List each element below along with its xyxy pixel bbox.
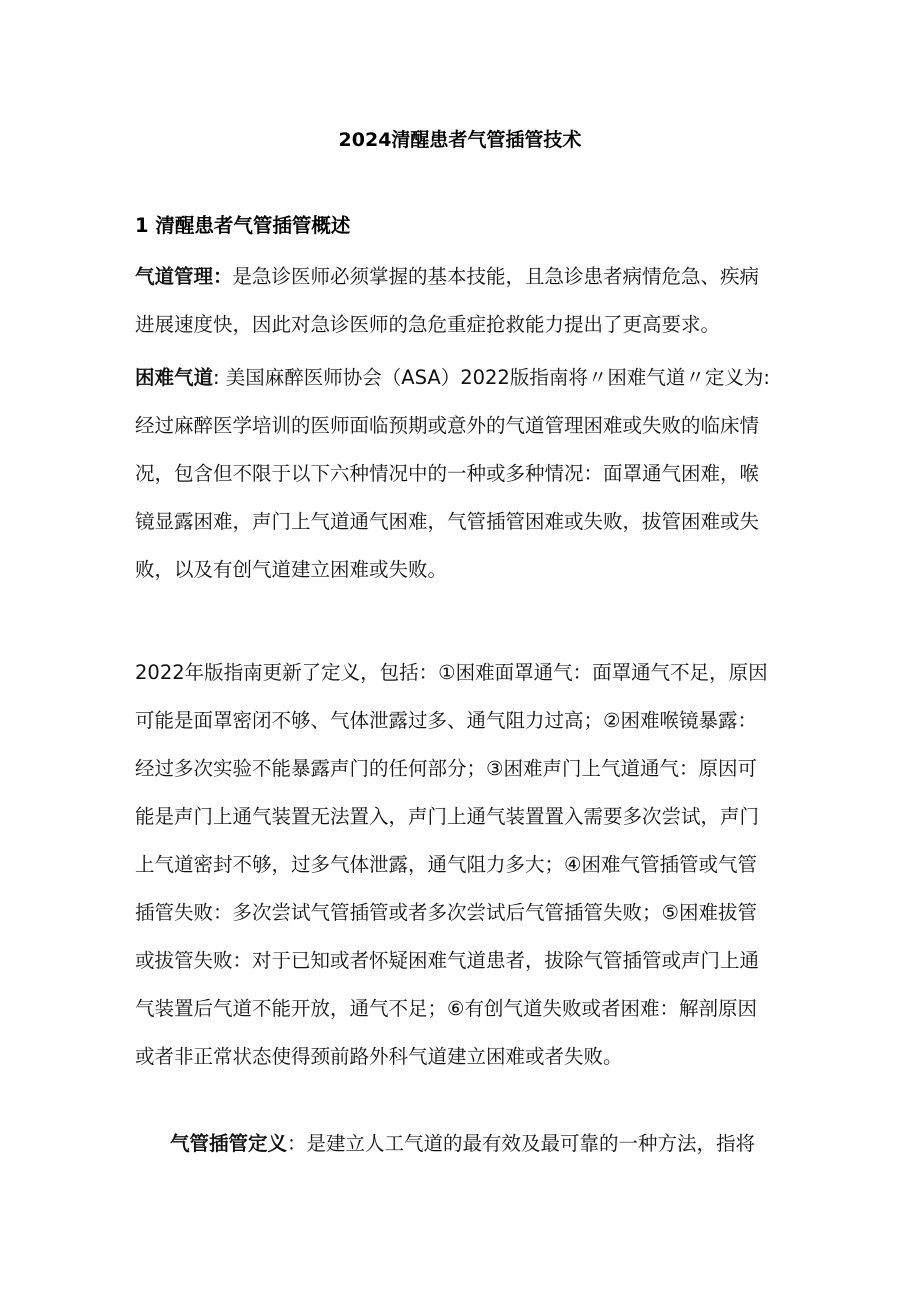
paragraph-line: [170, 1132, 755, 1156]
paragraph-text: 是急诊医师必须掌握的基本技能，且急诊患者病情危急、疾病: [232, 265, 760, 288]
paragraph-line: 插管失败：多次尝试气管插管或者多次尝试后气管插管失败；⑤困难拔管: [135, 901, 757, 924]
paragraph-line: 经过麻醉医学培训的医师面临预期或意外的气道管理困难或失败的临床情: [135, 414, 760, 437]
paragraph-text: : 美国麻醉医师协会（ASA）2022版指南将〃困难气道〃定义为:: [213, 366, 770, 389]
paragraph-line: 或拔管失败：对于已知或者怀疑困难气道患者，拔除气管插管或声门上通: [135, 949, 760, 972]
paragraph-line: 上气道密封不够，过多气体泄露，通气阻力多大；④困难气管插管或气管: [135, 853, 757, 876]
term-label: 气道管理：: [135, 265, 233, 288]
paragraph-line: 或者非正常状态使得颈前路外科气道建立困难或者失败。: [135, 1045, 623, 1068]
term-label: 困难气道: [135, 366, 214, 389]
paragraph-line: 况，包含但不限于以下六种情况中的一种或多种情况：面罩通气困难，喉: [135, 462, 760, 485]
paragraph-line: 镜显露困难，声门上气道通气困难，气管插管困难或失败，拔管困难或失: [135, 510, 760, 533]
paragraph-line: 能是声门上通气装置无法置入，声门上通气装置置入需要多次尝试，声门: [135, 805, 760, 828]
paragraph-line: 经过多次实验不能暴露声门的任何部分；③困难声门上气道通气：原因可: [135, 757, 757, 780]
paragraph-line: 气装置后气道不能开放，通气不足；⑥有创气道失败或者困难：解剖原因: [135, 997, 757, 1020]
paragraph-text: ：是建立人工气道的最有效及最可靠的一种方法，指将: [287, 1132, 756, 1155]
paragraph-line: 进展速度快，因此对急诊医师的急危重症抢救能力提出了更高要求。: [135, 313, 721, 336]
paragraph-line: 可能是面罩密闭不够、气体泄露过多、通气阻力过高；②困难喉镜暴露：: [135, 709, 757, 732]
term-label: 气管插管定义: [170, 1132, 288, 1155]
paragraph-line: 败，以及有创气道建立困难或失败。: [135, 558, 448, 581]
paragraph-line: [135, 265, 759, 289]
document-title: 2024清醒患者气管插管技术: [338, 129, 582, 151]
paragraph-line: [135, 366, 770, 390]
paragraph-line: 2022年版指南更新了定义，包括：①困难面罩通气：面罩通气不足，原因: [135, 661, 768, 684]
section-heading: 1 清醒患者气管插管概述: [135, 214, 351, 237]
